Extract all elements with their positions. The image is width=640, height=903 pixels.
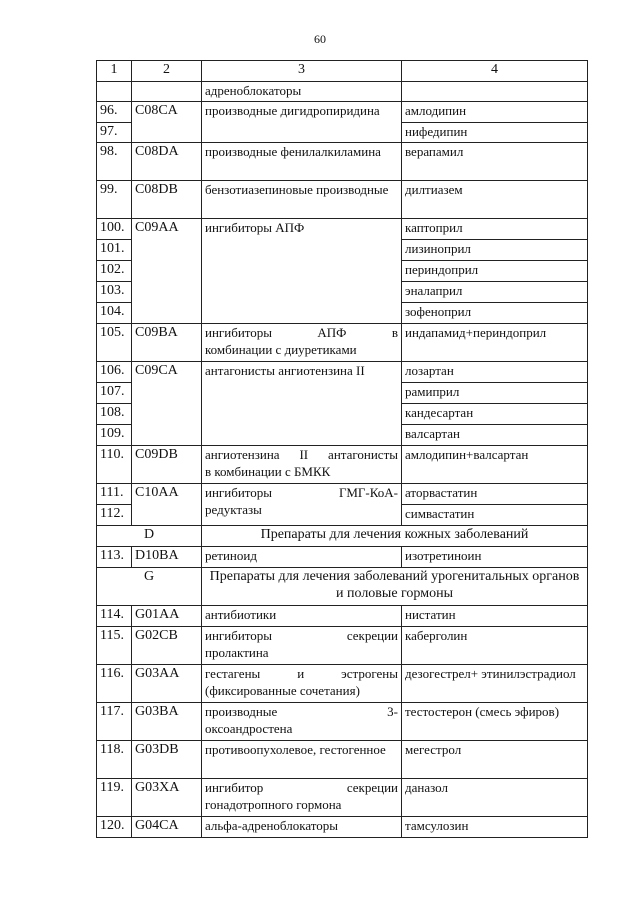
row-number: 98. xyxy=(97,143,132,181)
table-row xyxy=(97,324,588,362)
group-line: ингибиторы секреции xyxy=(205,628,398,643)
drug-cell: нистатин xyxy=(402,606,588,627)
drug-cell: каптоприл xyxy=(402,219,588,240)
table-row xyxy=(97,362,588,383)
row-number: 117. xyxy=(97,703,132,741)
row-number: 114. xyxy=(97,606,132,627)
drug-cell: рамиприл xyxy=(402,383,588,404)
header-cell: 3 xyxy=(202,61,402,82)
group-cell xyxy=(202,446,402,484)
drug-table xyxy=(96,60,588,838)
table-row xyxy=(97,627,588,665)
drug-cell: лизиноприл xyxy=(402,240,588,261)
table-row xyxy=(97,82,588,102)
table-row xyxy=(97,779,588,817)
group-cell: противоопухолевое, гестогенное xyxy=(202,741,402,779)
row-number: 120. xyxy=(97,817,132,838)
atc-code: G01AA xyxy=(132,606,202,627)
atc-code: G03BA xyxy=(132,703,202,741)
atc-code: G03AA xyxy=(132,665,202,703)
page-number: 60 xyxy=(314,32,326,46)
drug-cell: амлодипин+валсартан xyxy=(402,446,588,484)
drug-cell: дилтиазем xyxy=(402,181,588,219)
atc-code: C09CA xyxy=(132,362,202,446)
table-row xyxy=(97,181,588,219)
group-cell xyxy=(202,665,402,703)
group-cell: бензотиазепиновые производные xyxy=(202,181,402,219)
row-number: 107. xyxy=(97,383,132,404)
row-number: 116. xyxy=(97,665,132,703)
group-cell: альфа-адреноблокаторы xyxy=(202,817,402,838)
row-number: 118. xyxy=(97,741,132,779)
drug-cell: эналаприл xyxy=(402,282,588,303)
row-number: 99. xyxy=(97,181,132,219)
row-number: 109. xyxy=(97,425,132,446)
atc-code: C08DB xyxy=(132,181,202,219)
section-title: Препараты для лечения кожных заболеваний xyxy=(202,526,588,547)
group-line: ангиотензина II антагонисты xyxy=(205,447,398,462)
table-row xyxy=(97,219,588,240)
group-line: редуктазы xyxy=(205,502,262,517)
row-number: 97. xyxy=(97,123,132,143)
table-row xyxy=(97,817,588,838)
drug-cell: даназол xyxy=(402,779,588,817)
atc-code: G03XA xyxy=(132,779,202,817)
row-number: 111. xyxy=(97,484,132,505)
drug-cell: нифедипин xyxy=(402,123,588,143)
section-row xyxy=(97,568,588,606)
table-row xyxy=(97,446,588,484)
group-line: гестагены и эстрогены xyxy=(205,666,398,681)
row-number: 110. xyxy=(97,446,132,484)
atc-code: C09DB xyxy=(132,446,202,484)
atc-code: C10AA xyxy=(132,484,202,526)
table-row xyxy=(97,102,588,123)
section-code: D xyxy=(97,526,202,547)
table-row xyxy=(97,741,588,779)
group-cell xyxy=(202,779,402,817)
drug-cell: кандесартан xyxy=(402,404,588,425)
group-line: пролактина xyxy=(205,645,269,660)
drug-cell: тамсулозин xyxy=(402,817,588,838)
row-number: 103. xyxy=(97,282,132,303)
drug-cell: аторвастатин xyxy=(402,484,588,505)
row-number: 100. xyxy=(97,219,132,240)
group-cell: производные дигидропиридина xyxy=(202,102,402,143)
group-cell xyxy=(202,324,402,362)
drug-cell: индапамид+периндоприл xyxy=(402,324,588,362)
drug-cell: верапамил xyxy=(402,143,588,181)
section-title: Препараты для лечения заболеваний урогенитальных органов и половые гормоны xyxy=(202,568,588,606)
atc-code: C09BA xyxy=(132,324,202,362)
row-number: 113. xyxy=(97,547,132,568)
drug-cell: тестостерон (смесь эфиров) xyxy=(402,703,588,741)
drug-cell: зофеноприл xyxy=(402,303,588,324)
drug-cell: амлодипин xyxy=(402,102,588,123)
row-number: 96. xyxy=(97,102,132,123)
row-number: 102. xyxy=(97,261,132,282)
group-line: оксоандростена xyxy=(205,721,293,736)
table-row xyxy=(97,703,588,741)
section-row xyxy=(97,526,588,547)
group-cell: производные фенилалкиламина xyxy=(202,143,402,181)
header-row xyxy=(97,61,588,82)
table-row xyxy=(97,606,588,627)
row-number: 112. xyxy=(97,505,132,526)
group-line: производные 3- xyxy=(205,704,398,719)
drug-cell: изотретиноин xyxy=(402,547,588,568)
table-row xyxy=(97,484,588,505)
group-line: (фиксированные сочетания) xyxy=(205,683,360,698)
atc-code: G02CB xyxy=(132,627,202,665)
group-cell: антибиотики xyxy=(202,606,402,627)
group-cell: антагонисты ангиотензина II xyxy=(202,362,402,446)
header-cell: 1 xyxy=(97,61,132,82)
atc-code: C08CA xyxy=(132,102,202,143)
drug-cell: валсартан xyxy=(402,425,588,446)
row-number: 108. xyxy=(97,404,132,425)
header-cell: 2 xyxy=(132,61,202,82)
drug-cell xyxy=(402,82,588,102)
atc-code: C08DA xyxy=(132,143,202,181)
group-line: гонадотропного гормона xyxy=(205,797,342,812)
row-number: 101. xyxy=(97,240,132,261)
row-number: 119. xyxy=(97,779,132,817)
drug-cell: лозартан xyxy=(402,362,588,383)
header-cell: 4 xyxy=(402,61,588,82)
atc-code: G03DB xyxy=(132,741,202,779)
drug-cell: периндоприл xyxy=(402,261,588,282)
group-line: ингибиторы ГМГ-КоА- xyxy=(205,485,398,500)
drug-cell: мегестрол xyxy=(402,741,588,779)
group-cell: ретиноид xyxy=(202,547,402,568)
group-cell xyxy=(202,703,402,741)
row-number: 105. xyxy=(97,324,132,362)
group-cell xyxy=(202,627,402,665)
table-row xyxy=(97,143,588,181)
section-code: G xyxy=(97,568,202,606)
group-line: комбинации с диуретиками xyxy=(205,342,357,357)
table-row xyxy=(97,547,588,568)
atc-code: G04CA xyxy=(132,817,202,838)
atc-code: C09AA xyxy=(132,219,202,324)
group-cell xyxy=(202,484,402,526)
row-number: 115. xyxy=(97,627,132,665)
atc-code: D10BA xyxy=(132,547,202,568)
table-row xyxy=(97,665,588,703)
drug-cell: дезогестрел+ этинилэстрадиол xyxy=(402,665,588,703)
row-number: 104. xyxy=(97,303,132,324)
row-number: 106. xyxy=(97,362,132,383)
group-cell: адреноблокаторы xyxy=(202,82,402,102)
drug-cell: симвастатин xyxy=(402,505,588,526)
group-line: ингибиторы АПФ в xyxy=(205,325,398,340)
group-cell: ингибиторы АПФ xyxy=(202,219,402,324)
group-line: ингибитор секреции xyxy=(205,780,398,795)
drug-cell: каберголин xyxy=(402,627,588,665)
group-line: в комбинации с БМКК xyxy=(205,464,331,479)
